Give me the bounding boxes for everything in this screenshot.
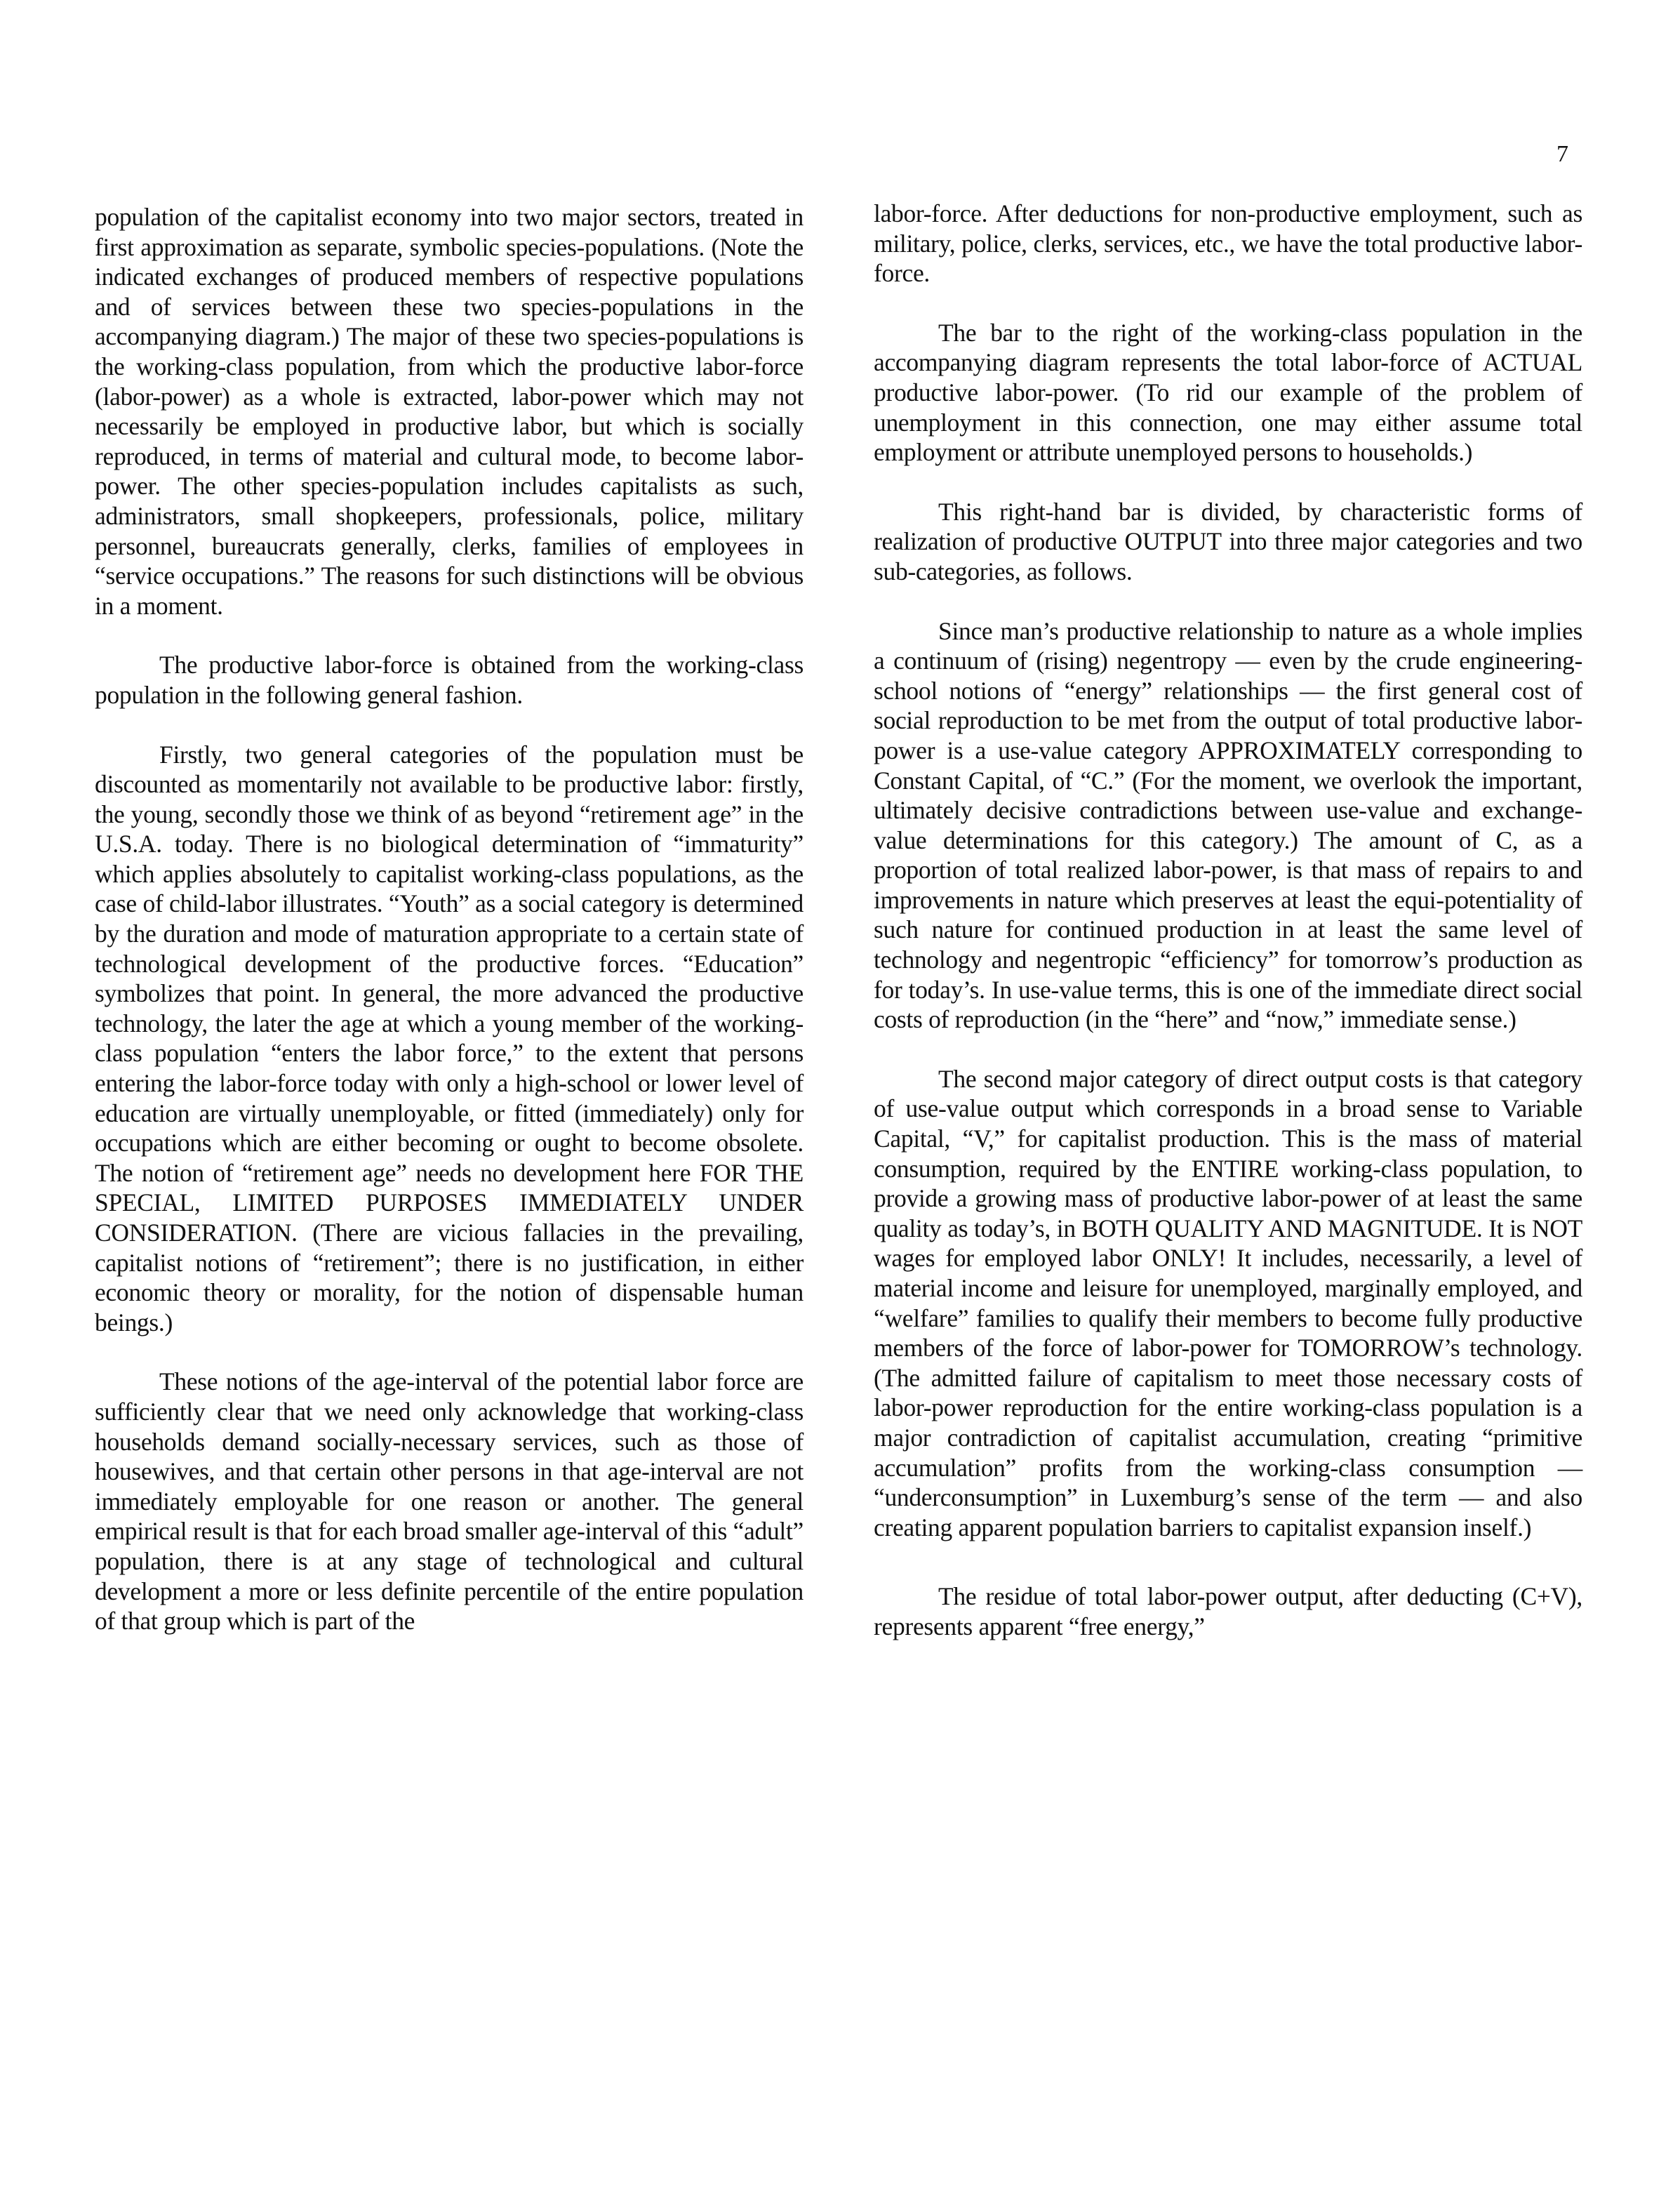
paragraph-right-hand-bar: This right-hand bar is divided, by characteristic forms of realization of productive OUTPUT into three major categories and two sub-categories, as follows.	[874, 497, 1582, 585]
left-column	[95, 202, 804, 1666]
paragraph-productive-labor-force: The productive labor-force is obtained from the working-class population in the following general fashion.	[95, 651, 804, 709]
paragraph-constant-capital: Since man’s productive relationship to nature as a whole implies a continuum of (rising) negentropy — even by the crude engineering-school notions of “energy” relationships — the first general cost of social reproduction to be met from the output of total productive labor-power is a use-value category APPROXIMATELY corresponding to Constant Capital, of “C.” (For the moment, we overlook the important, ultimately decisive contradictions between use-value and exchange-value determinations for this category.) The amount of C, as a proportion of total realized labor-power, is that mass of repairs to and improvements in nature which preserves at least the equi-potentiality of such nature for continued production in at least the same level of technology and negentropic “efficiency” for tomorrow’s production as for today’s. In use-value terms, this is one of the immediate direct social costs of reproduction (in the “here” and “now,” immediate sense.)	[874, 616, 1582, 1034]
page-number: 7	[1556, 141, 1568, 167]
right-column	[874, 199, 1582, 1671]
paragraph-labor-force-deductions: labor-force. After deductions for non-productive employment, such as military, police, clerks, services, etc., we have the total productive labor-force.	[874, 199, 1582, 288]
paragraph-bar-to-right: The bar to the right of the working-class population in the accompanying diagram represents the total labor-force of ACTUAL productive labor-power. (To rid our example of the problem of unemployment in this connection, one may either assume total employment or attribute unemployed persons to households.)	[874, 318, 1582, 467]
paragraph-variable-capital: The second major category of direct output costs is that category of use-value output which corresponds in a broad sense to Variable Capital, “V,” for capitalist production. This is the mass of material consumption, required by the ENTIRE working-class population, to provide a growing mass of productive labor-power of at least the same quality as today’s, in BOTH QUALITY AND MAGNITUDE. It is NOT wages for employed labor ONLY! It includes, necessarily, a level of material income and leisure for unemployed, marginally employed, and “welfare” families to qualify their members to become fully productive members of the force of labor-power for TOMORROW’s technology. (The admitted failure of capitalism to meet those necessary costs of labor-power reproduction for the entire working-class population is a major contradiction of capitalist accumulation, creating “primitive accumulation” profits from the working-class consumption — “underconsumption” in Luxemburg’s sense of the term — and also creating apparent population barriers to capitalist expansion inself.)	[874, 1064, 1582, 1541]
paragraph-firstly-categories: Firstly, two general categories of the population must be discounted as momentarily not available to be productive labor: firstly, the young, secondly those we think of as beyond “retirement age” in the U.S.A. today. There is no biological determination of “immaturity” which applies absolutely to capitalist working-class populations, as the case of child-labor illustrates. “Youth” as a social category is determined by the duration and mode of maturation appropriate to a certain state of technological development of the productive forces. “Education” symbolizes that point. In general, the more advanced the productive technology, the later the age at which a young member of the working-class population “enters the labor force,” to the extent that persons entering the labor-force today with only a high-school or lower level of education are virtually unemployable, or fitted (immediately) only for occupations which are either becoming or ought to become obsolete. The notion of “retirement age” needs no development here FOR THE SPECIAL, LIMITED PURPOSES IMMEDIATELY UNDER CONSIDERATION. (There are vicious fallacies in the prevailing, capitalist notions of “retirement”; there is no justification, in either economic theory or morality, for the notion of dispensable human beings.)	[95, 740, 804, 1336]
paragraph-age-interval: These notions of the age-interval of the potential labor force are sufficiently clear that we need only acknowledge that working-class households demand socially-necessary services, such as those of housewives, and that certain other persons in that age-interval are not immediately employable for one reason or another. The general empirical result is that for each broad smaller age-interval of this “adult” population, there is at any stage of technological and cultural development a more or less definite percentile of the entire population of that group which is part of the	[95, 1367, 804, 1636]
paragraph-species-populations: population of the capitalist economy into two major sectors, treated in first approximation as separate, symbolic species-populations. (Note the indicated exchanges of produced members of respective populations and of services between these two species-populations in the accompanying diagram.) The major of these two species-populations is the working-class population, from which the productive labor-force (labor-power) as a whole is extracted, labor-power which may not necessarily be employed in productive labor, but which is socially reproduced, in terms of material and cultural mode, to become labor-power. The other species-population includes capitalists as such, administrators, small shopkeepers, professionals, police, military personnel, bureaucrats generally, clerks, families of employees in “service occupations.” The reasons for such distinctions will be obvious in a moment.	[95, 203, 804, 620]
paragraph-residue-free-energy: The residue of total labor-power output, after deducting (C+V), represents apparent “free energy,”	[874, 1582, 1582, 1640]
